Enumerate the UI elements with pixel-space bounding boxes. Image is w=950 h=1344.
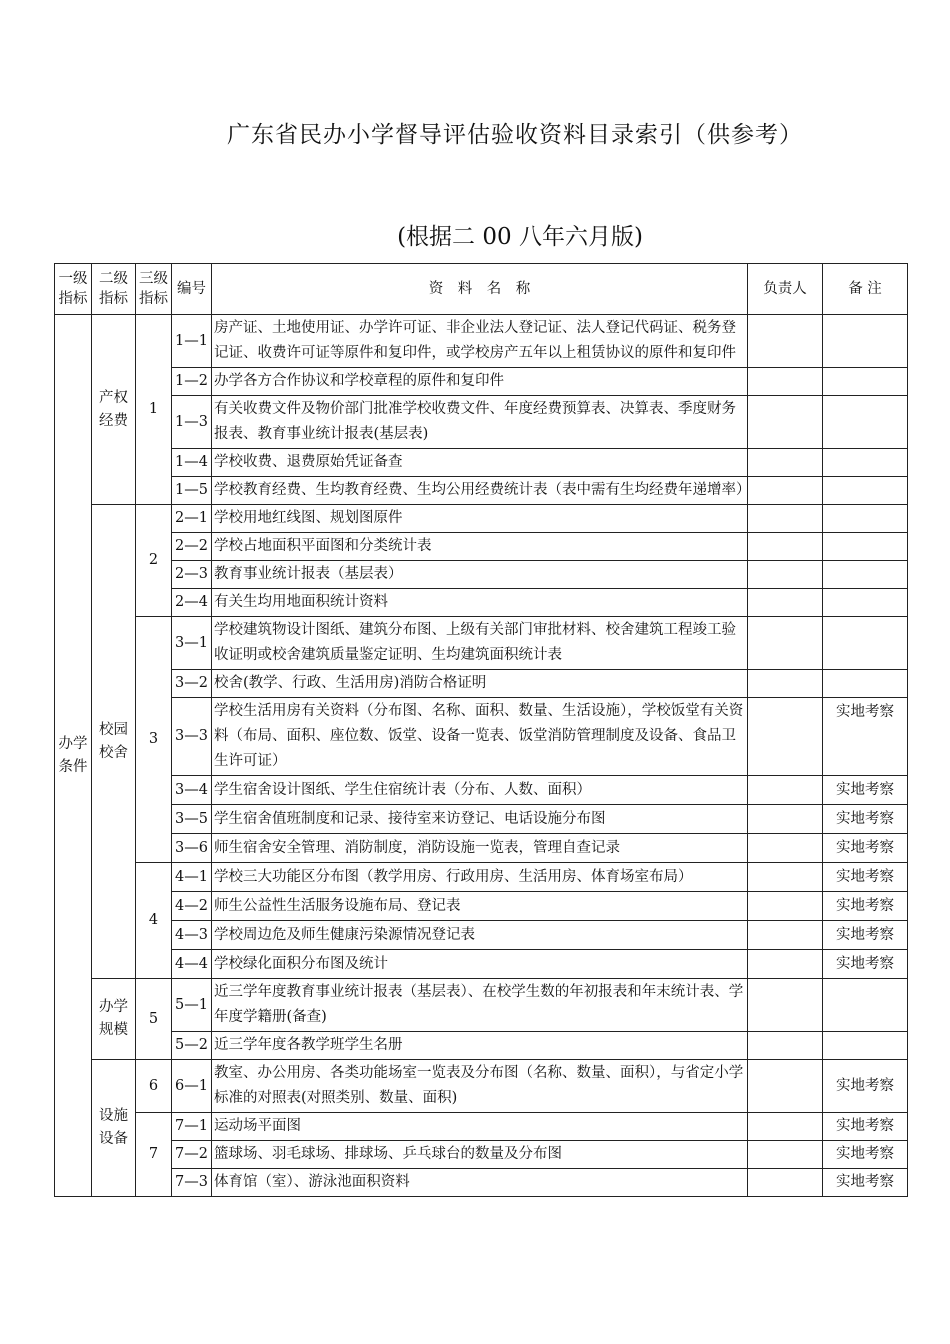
row-owner [748,617,823,670]
row-code: 7—1 [172,1113,212,1141]
row-note [823,449,908,477]
index-table [54,263,908,1197]
page-title: 广东省民办小学督导评估验收资料目录索引（供参考） [227,122,803,148]
row-note [823,315,908,368]
row-code: 2—1 [172,505,212,533]
row-note: 实地考察 [823,1113,908,1141]
level3-cell: 3 [136,617,172,863]
row-owner [748,533,823,561]
level2-cell: 产权 经费 [92,315,136,505]
header-owner: 负责人 [748,264,823,315]
level3-cell: 6 [136,1060,172,1113]
header-level3: 三级 指标 [136,264,172,315]
row-name: 有关收费文件及物价部门批准学校收费文件、年度经费预算表、决算表、季度财务报表、教育事业统计报表(基层表) [212,396,748,449]
table-row [55,1113,908,1141]
row-name: 校舍(教学、行政、生活用房)消防合格证明 [212,670,748,698]
row-code: 3—1 [172,617,212,670]
level2-cell: 校园 校舍 [92,505,136,979]
row-name: 体育馆（室）、游泳池面积资料 [212,1169,748,1197]
table-row [55,561,908,589]
row-note [823,979,908,1032]
table-row [55,368,908,396]
row-name: 学校占地面积平面图和分类统计表 [212,533,748,561]
table-row [55,1060,908,1113]
row-note: 实地考察 [823,950,908,979]
row-owner [748,449,823,477]
table-row [55,670,908,698]
row-owner [748,1060,823,1113]
table-row [55,617,908,670]
row-code: 3—4 [172,776,212,805]
row-note [823,670,908,698]
row-note [823,533,908,561]
row-note: 实地考察 [823,1060,908,1113]
row-name: 学校建筑物设计图纸、建筑分布图、上级有关部门审批材料、校舍建筑工程竣工验收证明或校舍建筑质量鉴定证明、生均建筑面积统计表 [212,617,748,670]
row-code: 3—6 [172,834,212,863]
row-owner [748,1032,823,1060]
table-row [55,698,908,776]
table-row [55,834,908,863]
table-row [55,315,908,368]
row-name: 学校教育经费、生均教育经费、生均公用经费统计表（表中需有生均经费年递增率） [212,477,748,505]
level3-cell: 4 [136,863,172,979]
row-name: 近三学年度各教学班学生名册 [212,1032,748,1060]
row-note [823,368,908,396]
row-name: 学校收费、退费原始凭证备查 [212,449,748,477]
row-code: 1—3 [172,396,212,449]
row-code: 3—3 [172,698,212,776]
row-name: 学校三大功能区分布图（教学用房、行政用房、生活用房、体育场室布局） [212,863,748,892]
row-owner [748,863,823,892]
row-name: 师生公益性生活服务设施布局、登记表 [212,892,748,921]
header-code: 编号 [172,264,212,315]
row-note [823,617,908,670]
table-row [55,776,908,805]
row-name: 有关生均用地面积统计资料 [212,589,748,617]
level1-cell: 办学 条件 [55,315,92,1197]
row-note: 实地考察 [823,698,908,776]
row-code: 1—4 [172,449,212,477]
row-note: 实地考察 [823,1141,908,1169]
row-code: 1—2 [172,368,212,396]
row-name: 学校生活用房有关资料（分布图、名称、面积、数量、生活设施），学校饭堂有关资料（布局、面积、座位数、饭堂、设备一览表、饭堂消防管理制度及设备、食品卫生许可证） [212,698,748,776]
row-name: 教室、办公用房、各类功能场室一览表及分布图（名称、数量、面积），与省定小学标准的对照表(对照类别、数量、面积) [212,1060,748,1113]
table-row [55,1032,908,1060]
level2-cell: 办学 规模 [92,979,136,1060]
table-row [55,505,908,533]
row-name: 教育事业统计报表（基层表） [212,561,748,589]
row-note: 实地考察 [823,921,908,950]
level3-cell: 1 [136,315,172,505]
row-code: 7—3 [172,1169,212,1197]
row-note [823,477,908,505]
row-owner [748,805,823,834]
row-owner [748,776,823,805]
level3-cell: 2 [136,505,172,617]
table-row [55,1141,908,1169]
row-name: 学校周边危及师生健康污染源情况登记表 [212,921,748,950]
row-owner [748,1169,823,1197]
row-owner [748,1141,823,1169]
row-owner [748,589,823,617]
row-name: 房产证、土地使用证、办学许可证、非企业法人登记证、法人登记代码证、税务登记证、收费许可证等原件和复印件，或学校房产五年以上租赁协议的原件和复印件 [212,315,748,368]
table-row [55,396,908,449]
row-note [823,396,908,449]
row-owner [748,561,823,589]
level2-cell: 设施 设备 [92,1060,136,1197]
table-row [55,979,908,1032]
row-note [823,589,908,617]
header-level2: 二级 指标 [92,264,136,315]
row-owner [748,979,823,1032]
level3-cell: 5 [136,979,172,1060]
row-code: 4—3 [172,921,212,950]
header-note: 备 注 [823,264,908,315]
row-name: 学校用地红线图、规划图原件 [212,505,748,533]
row-owner [748,1113,823,1141]
row-name: 学生宿舍设计图纸、学生住宿统计表（分布、人数、面积） [212,776,748,805]
row-name: 办学各方合作协议和学校章程的原件和复印件 [212,368,748,396]
row-name: 学生宿舍值班制度和记录、接待室来访登记、电话设施分布图 [212,805,748,834]
row-owner [748,505,823,533]
row-owner [748,477,823,505]
row-owner [748,834,823,863]
row-note [823,1032,908,1060]
row-code: 4—2 [172,892,212,921]
row-name: 近三学年度教育事业统计报表（基层表）、在校学生数的年初报表和年末统计表、学年度学籍册(备查) [212,979,748,1032]
header-name: 资 料 名 称 [212,264,748,315]
row-name: 师生宿舍安全管理、消防制度，消防设施一览表，管理自查记录 [212,834,748,863]
row-code: 1—1 [172,315,212,368]
row-note: 实地考察 [823,1169,908,1197]
row-owner [748,921,823,950]
table-row [55,1169,908,1197]
page-subtitle: (根据二 00 八年六月版) [397,224,643,250]
row-code: 1—5 [172,477,212,505]
row-code: 7—2 [172,1141,212,1169]
row-code: 2—4 [172,589,212,617]
row-code: 4—4 [172,950,212,979]
table-row [55,449,908,477]
table-row [55,477,908,505]
row-name: 学校绿化面积分布图及统计 [212,950,748,979]
row-code: 2—3 [172,561,212,589]
row-owner [748,950,823,979]
row-owner [748,892,823,921]
row-note [823,505,908,533]
row-code: 5—1 [172,979,212,1032]
row-code: 2—2 [172,533,212,561]
row-code: 3—5 [172,805,212,834]
table-row [55,921,908,950]
row-owner [748,670,823,698]
table-row [55,805,908,834]
row-code: 5—2 [172,1032,212,1060]
header-level1: 一级 指标 [55,264,92,315]
table-row [55,863,908,892]
row-note: 实地考察 [823,805,908,834]
table-row [55,950,908,979]
row-owner [748,396,823,449]
row-owner [748,698,823,776]
row-code: 3—2 [172,670,212,698]
row-code: 4—1 [172,863,212,892]
table-header-row [55,264,908,315]
row-owner [748,368,823,396]
table-row [55,533,908,561]
row-code: 6—1 [172,1060,212,1113]
row-name: 篮球场、羽毛球场、排球场、乒乓球台的数量及分布图 [212,1141,748,1169]
row-note: 实地考察 [823,776,908,805]
table-row [55,589,908,617]
table-row [55,892,908,921]
row-owner [748,315,823,368]
row-note: 实地考察 [823,892,908,921]
level3-cell: 7 [136,1113,172,1197]
row-note: 实地考察 [823,834,908,863]
row-note [823,561,908,589]
row-name: 运动场平面图 [212,1113,748,1141]
row-note: 实地考察 [823,863,908,892]
